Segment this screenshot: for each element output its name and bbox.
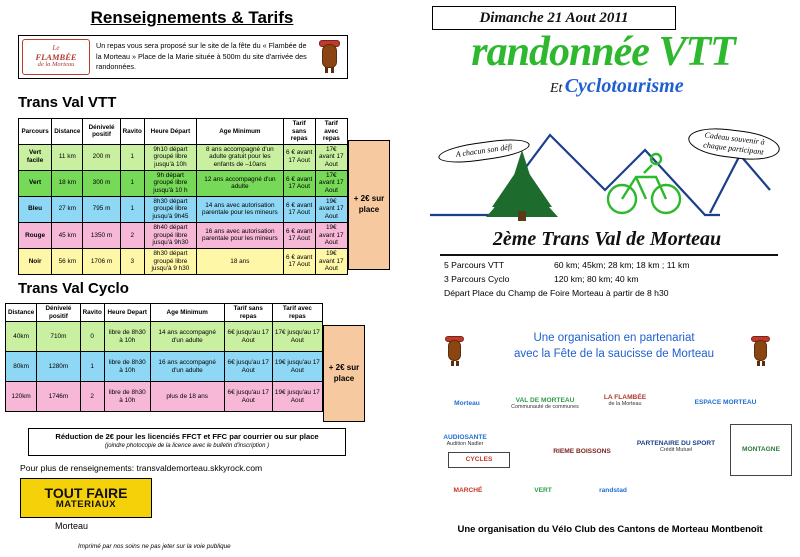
table-cell: 2 — [80, 382, 104, 412]
reduction-box — [28, 428, 346, 456]
table-row — [6, 322, 323, 352]
sponsor-logo: VAL DE MORTEAU Communauté de communes — [510, 385, 580, 423]
table-cell: 1350 m — [83, 222, 120, 248]
table-cell: 14 ans accompagné d'un adulte — [150, 322, 224, 352]
table-cell: libre de 8h30 à 10h — [104, 382, 150, 412]
table-cell: 8 ans accompagné d'un adulte gratuit pour les enfants de –10ans — [197, 144, 284, 170]
table-cell: Noir — [19, 248, 52, 274]
table-cell: 9h départ groupé libre jusqu'à 10 h — [144, 170, 196, 196]
column-header: Distance — [52, 119, 83, 145]
table-cell: 6€ jusqu'au 17 Aout — [224, 382, 272, 412]
column-header: Tarif avec repas — [272, 304, 322, 322]
table-cell: 300 m — [83, 170, 120, 196]
table-cell: 6 € avant 17 Aout — [283, 248, 315, 274]
sponsor-logo: Morteau — [432, 385, 502, 423]
column-header: Heure Depart — [104, 304, 150, 322]
table-cell: 19€ avant 17 Aout — [315, 222, 347, 248]
event-title: randonnée VTT — [471, 29, 735, 75]
table-cell: 710m — [37, 322, 80, 352]
column-header: Age Minimum — [150, 304, 224, 322]
sponsor-logo: ESPACE MORTEAU — [678, 385, 773, 421]
divider — [440, 254, 778, 256]
print-footer-note: Imprimé par nos soins ne pas jeter sur la voie publique — [78, 543, 231, 550]
table-cell: 1746m — [37, 382, 80, 412]
table-cell: 1 — [80, 352, 104, 382]
info-website-line[interactable]: Pour plus de renseignements: transvaldemorteau.skkyrock.com — [20, 463, 263, 473]
right-column — [420, 0, 800, 557]
table-cell: 1280m — [37, 352, 80, 382]
table-cell: 795 m — [83, 196, 120, 222]
reduction-line2: (joindre photocopie de la licence avec le bulletin d'inscription ) — [104, 443, 270, 449]
table-cell: 9h10 départ groupé libre jusqu'à 10h — [144, 144, 196, 170]
table-cell: 8h30 départ groupé libre jusqu'à 9h45 — [144, 196, 196, 222]
sponsor-logo: MARCHÉ — [432, 478, 504, 504]
table-cell: 14 ans avec autorisation parentale pour les mineurs — [197, 196, 284, 222]
table-cell: plus de 18 ans — [150, 382, 224, 412]
table-cell: 19€ avant 17 Aout — [315, 196, 347, 222]
table-cell: 8h40 départ groupé libre jusqu'à 9h30 — [144, 222, 196, 248]
table-row — [6, 382, 323, 412]
table-cell: 40km — [6, 322, 37, 352]
table-cell: 1 — [120, 170, 144, 196]
table-cell: 1 — [120, 196, 144, 222]
table-cell: 17€ avant 17 Aout — [315, 170, 347, 196]
table-cell: Bleu — [19, 196, 52, 222]
table-cell: 120km — [6, 382, 37, 412]
table-cell: 80km — [6, 352, 37, 382]
table-cell: 1 — [120, 144, 144, 170]
table-cell: 19€ avant 17 Aout — [315, 248, 347, 274]
table-row — [19, 196, 348, 222]
table-cell: 17€ avant 17 Aout — [315, 144, 347, 170]
column-header: Ravito — [120, 119, 144, 145]
vtt-surcharge-badge: + 2€ sur place — [348, 140, 390, 270]
table-cell: 6€ jusqu'au 17 Aout — [224, 352, 272, 382]
table-row — [6, 352, 323, 382]
sponsor-logo: LA FLAMBÉE de la Morteau — [585, 378, 665, 424]
list-item: 5 Parcours VTT 60 km; 45km; 28 km; 18 km ; 11 km — [444, 260, 690, 270]
vtt-section-title: Trans Val VTT — [18, 94, 117, 111]
flambee-logo: Le FLAMBÉE de la Morteau — [22, 39, 90, 75]
table-header-row — [19, 119, 348, 145]
table-cell: 2 — [120, 222, 144, 248]
table-cell: 6 € avant 17 Aout — [283, 170, 315, 196]
table-cell: 3 — [120, 248, 144, 274]
column-header: Parcours — [19, 119, 52, 145]
table-cell: Vert — [19, 170, 52, 196]
table-row — [19, 170, 348, 196]
column-header: Tarif avec repas — [315, 119, 347, 145]
column-header: Tarif sans repas — [283, 119, 315, 145]
bubble-right: Cadeau souvenir à chaque participant — [687, 124, 782, 163]
sponsor-logo: CYCLES — [448, 452, 510, 468]
sponsor-logo: RIEME BOISSONS — [548, 432, 616, 472]
table-cell: 8h30 départ groupé libre jusqu'à 9 h30 — [144, 248, 196, 274]
column-header: Dénivelé positif — [37, 304, 80, 322]
bubble-left: A chacun son défi — [437, 136, 531, 167]
sponsor-logo: randstad — [584, 478, 642, 504]
table-row — [19, 248, 348, 274]
sponsor-logo: PARTENAIRE DU SPORT Crédit Mutuel — [630, 432, 722, 462]
toutfaire-city-label: Morteau — [55, 521, 89, 531]
table-cell: 6 € avant 17 Aout — [283, 222, 315, 248]
table-cell: 1706 m — [83, 248, 120, 274]
sponsor-logo: VERT — [516, 476, 570, 506]
table-cell: 16 ans avec autorisation parentale pour les mineurs — [197, 222, 284, 248]
organizer-note: Une organisation du Vélo Club des Cantons de Morteau Montbenoît — [457, 524, 763, 535]
event-date-box — [432, 6, 676, 30]
table-cell: Vert facile — [19, 144, 52, 170]
toutfaire-materiaux-logo: TOUT FAIRE MATERIAUX — [20, 478, 152, 518]
table-cell: 45 km — [52, 222, 83, 248]
column-header: Dénivelé positif — [83, 119, 120, 145]
table-header-row — [6, 304, 323, 322]
sponsor-logo: MONTAGNE — [730, 424, 792, 476]
table-cell: 19€ jusqu'au 17 Aout — [272, 382, 322, 412]
column-header: Distance — [6, 304, 37, 322]
page-title: Renseignements & Tarifs — [90, 8, 294, 27]
table-cell: 6€ jusqu'au 17 Aout — [224, 322, 272, 352]
cyclo-surcharge-badge: + 2€ sur place — [323, 325, 365, 422]
table-cell: 56 km — [52, 248, 83, 274]
table-cell: libre de 8h30 à 10h — [104, 322, 150, 352]
table-cell: 6 € avant 17 Aout — [283, 144, 315, 170]
table-cell: 16 ans accompagné d'un adulte — [150, 352, 224, 382]
column-header: Age Minimum — [197, 119, 284, 145]
reduction-line1: Réduction de 2€ pour les licenciés FFCT et FFC par courrier ou sur place — [55, 432, 319, 441]
list-item: 3 Parcours Cyclo 120 km; 80 km; 40 km — [444, 273, 639, 284]
sponsor-logo: AUDIOSANTE Audition Nadler — [430, 430, 500, 452]
table-cell: 0 — [80, 322, 104, 352]
table-cell: 18 ans — [197, 248, 284, 274]
column-header: Ravito — [80, 304, 104, 322]
table-row — [19, 144, 348, 170]
table-row — [19, 222, 348, 248]
table-cell: 18 km — [52, 170, 83, 196]
event-subtitle: Et Cyclotourisme — [550, 75, 684, 97]
table-cell: Rouge — [19, 222, 52, 248]
table-cell: libre de 8h30 à 10h — [104, 352, 150, 382]
table-cell: 19€ jusqu'au 17 Aout — [272, 352, 322, 382]
meal-text: Un repas vous sera proposé sur le site de la fête du « Flambée de la Morteau » Place de la Marie située à 500m du site d'arrivée des randonnées. — [96, 41, 307, 72]
column-header: Heure Départ — [144, 119, 196, 145]
cyclo-pricing-table — [5, 303, 323, 412]
table-cell: 17€ jusqu'au 17 Aout — [272, 322, 322, 352]
table-cell: 200 m — [83, 144, 120, 170]
table-cell: 27 km — [52, 196, 83, 222]
vtt-pricing-table — [18, 118, 348, 275]
event-date: Dimanche 21 Aout 2011 — [479, 9, 629, 26]
partnership-text: Une organisation en partenariat avec la Fête de la saucisse de Morteau — [513, 332, 715, 361]
edition-title: 2ème Trans Val de Morteau — [492, 228, 722, 250]
cyclo-section-title: Trans Val Cyclo — [18, 280, 129, 297]
parcours-summary — [444, 259, 784, 300]
meal-info-box — [18, 35, 348, 79]
table-cell: 6 € avant 17 Aout — [283, 196, 315, 222]
depart-line: Départ Place du Champ de Foire Morteau à partir de 8 h30 — [444, 287, 669, 298]
column-header: Tarif sans repas — [224, 304, 272, 322]
table-cell: 11 km — [52, 144, 83, 170]
table-cell: 12 ans accompagné d'un adulte — [197, 170, 284, 196]
sausage-mascot-icon — [317, 40, 343, 74]
